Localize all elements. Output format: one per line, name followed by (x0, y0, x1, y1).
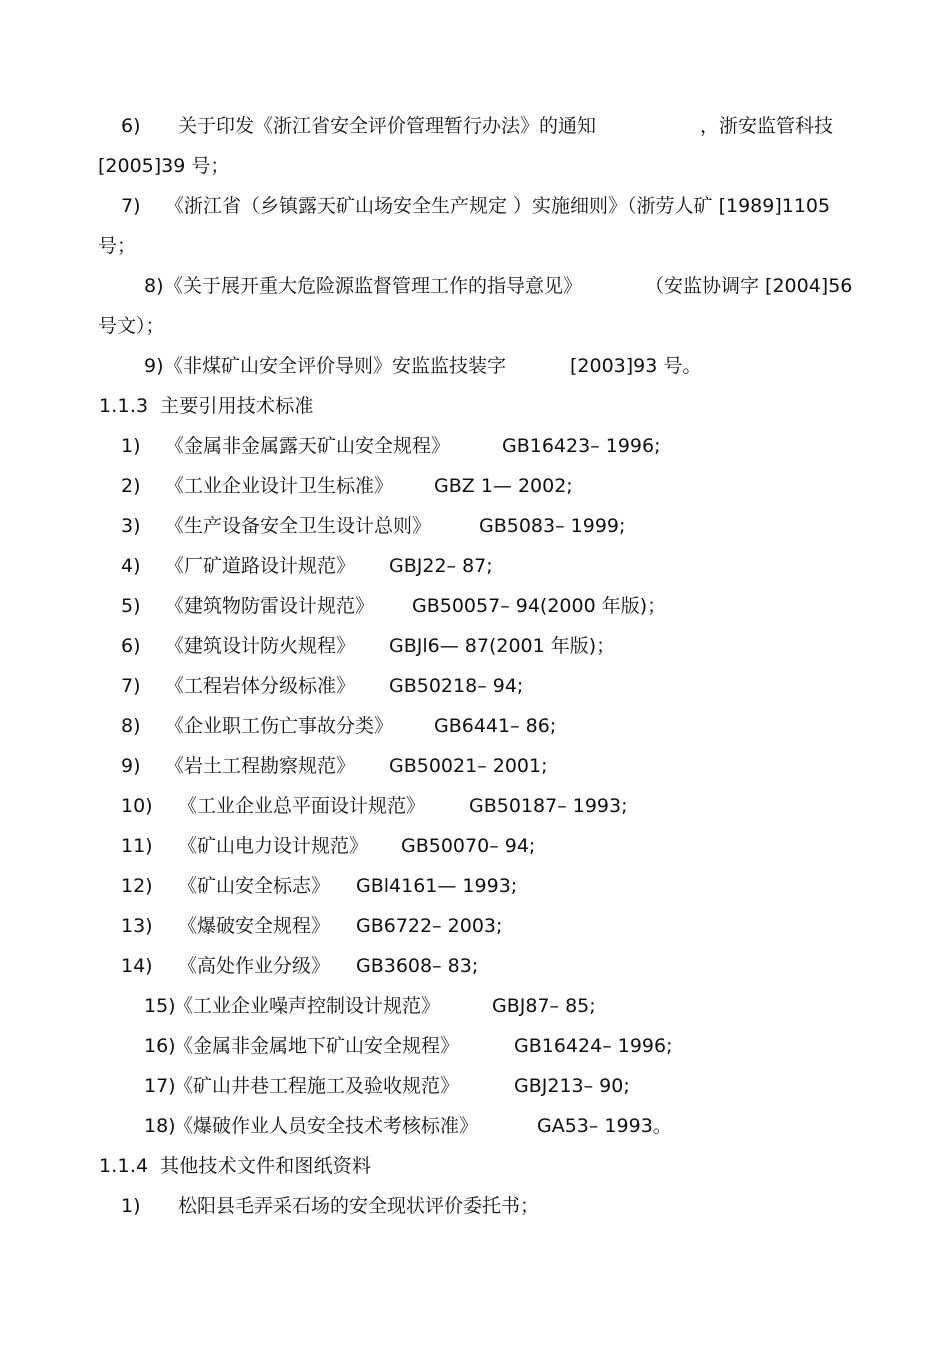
standard-number: 4) (121, 555, 141, 577)
law-item-6 (0, 114, 950, 140)
standard-item (0, 474, 950, 500)
standard-number: 15) (144, 995, 176, 1017)
standard-name: 《建筑物防雷设计规范》 (165, 595, 375, 617)
standard-item (0, 914, 950, 940)
law-item-number: 7) (121, 195, 141, 217)
standard-code: GB5083– 1999; (479, 515, 626, 537)
standard-item (0, 954, 950, 980)
standard-code: GBJ213– 90; (514, 1075, 630, 1097)
standard-name: 《厂矿道路设计规范》 (165, 555, 356, 577)
standard-item (0, 794, 950, 820)
section-title: 其他技术文件和图纸资料 (160, 1155, 372, 1177)
standard-code: GB50057– 94(2000 年版)； (412, 595, 667, 617)
law-item-number: 6) (121, 115, 141, 137)
standard-number: 12) (121, 875, 153, 897)
standard-number: 6) (121, 635, 141, 657)
standard-item (0, 554, 950, 580)
standard-number: 2) (121, 475, 141, 497)
standard-name: 《生产设备安全卫生设计总则》 (165, 515, 432, 537)
standard-code: GB6441– 86; (434, 715, 557, 737)
standard-name: 《金属非金属地下矿山安全规程》 (174, 1035, 460, 1057)
law-item-title: 《浙江省（乡镇露天矿山场安全生产规定 ）实施细则》（浙劳人矿 [1989]1105 (165, 195, 831, 217)
law-item-title: 《非煤矿山安全评价导则》安监监技装字 (164, 355, 507, 377)
standard-name: 《矿山井巷工程施工及验收规范》 (174, 1075, 460, 1097)
section-heading-1-1-3 (0, 394, 950, 420)
law-item-number: 8) (144, 275, 164, 297)
standard-item (0, 1034, 950, 1060)
standard-code: GB50218– 94; (389, 675, 524, 697)
section-number: 1.1.3 (99, 395, 149, 417)
standard-item (0, 634, 950, 660)
standard-number: 9) (121, 755, 141, 777)
standard-item (0, 834, 950, 860)
standard-number: 5) (121, 595, 141, 617)
standard-name: 《爆破作业人员安全技术考核标准》 (174, 1115, 479, 1137)
standard-item (0, 994, 950, 1020)
standard-name: 《建筑设计防火规程》 (165, 635, 356, 657)
standard-name: 《工业企业设计卫生标准》 (165, 475, 394, 497)
section-heading-1-1-4 (0, 1154, 950, 1180)
standard-name: 《工业企业总平面设计规范》 (178, 795, 426, 817)
standard-item (0, 874, 950, 900)
standard-number: 14) (121, 955, 153, 977)
standard-item (0, 594, 950, 620)
law-item-7 (0, 194, 950, 220)
law-item-6-continuation: [2005]39 号； (98, 155, 230, 177)
standard-number: 11) (121, 835, 153, 857)
standard-name: 《岩土工程勘察规范》 (165, 755, 356, 777)
standard-name: 《金属非金属露天矿山安全规程》 (165, 435, 451, 457)
standard-number: 17) (144, 1075, 176, 1097)
standard-code: GB16423– 1996; (502, 435, 661, 457)
standard-name: 《爆破安全规程》 (178, 915, 331, 937)
standard-code: GB6722– 2003; (356, 915, 503, 937)
law-item-title: 《关于展开重大危险源监督管理工作的指导意见》 (164, 275, 583, 297)
standard-code: GBl4161— 1993; (356, 875, 518, 897)
standard-number: 18) (144, 1115, 176, 1137)
standard-item (0, 674, 950, 700)
law-item-title: 关于印发《浙江省安全评价管理暂行办法》的通知 (178, 115, 597, 137)
standard-code: GA53– 1993。 (537, 1115, 672, 1137)
section-number: 1.1.4 (99, 1155, 149, 1177)
standard-item (0, 714, 950, 740)
standard-number: 13) (121, 915, 153, 937)
standard-name: 《矿山电力设计规范》 (178, 835, 369, 857)
standard-code: GBJ22– 87; (389, 555, 493, 577)
standard-number: 10) (121, 795, 153, 817)
law-item-8-continuation: 号文）； (98, 315, 165, 337)
standard-number: 8) (121, 715, 141, 737)
law-item-issuer: （安监协调字 [2004]56 (645, 275, 853, 297)
law-item-8 (0, 274, 950, 300)
standard-number: 7) (121, 675, 141, 697)
law-item-issuer: ，浙安监管科技 (700, 115, 834, 137)
standard-item (0, 514, 950, 540)
standard-name: 《矿山安全标志》 (178, 875, 331, 897)
law-item-issuer: [2003]93 号。 (570, 355, 702, 377)
standard-code: GB50187– 1993; (469, 795, 628, 817)
other-doc-text: 松阳县毛弄采石场的安全现状评价委托书； (178, 1195, 540, 1217)
standard-name: 《高处作业分级》 (178, 955, 331, 977)
standard-code: GB50070– 94; (401, 835, 536, 857)
standard-item (0, 754, 950, 780)
standard-number: 1) (121, 435, 141, 457)
standard-name: 《工程岩体分级标准》 (165, 675, 356, 697)
standard-code: GBZ 1— 2002; (434, 475, 573, 497)
standard-code: GBJl6— 87(2001 年版)； (389, 635, 616, 657)
standard-name: 《工业企业噪声控制设计规范》 (174, 995, 441, 1017)
standard-item (0, 434, 950, 460)
standard-code: GB50021– 2001; (389, 755, 548, 777)
standard-item (0, 1074, 950, 1100)
law-item-9 (0, 354, 950, 380)
section-title: 主要引用技术标准 (160, 395, 314, 417)
standard-item (0, 1114, 950, 1140)
law-item-number: 9) (144, 355, 164, 377)
standard-code: GB16424– 1996; (514, 1035, 673, 1057)
law-item-7-continuation: 号； (98, 235, 137, 257)
standard-code: GB3608– 83; (356, 955, 479, 977)
standard-code: GBJ87– 85; (492, 995, 596, 1017)
standard-number: 16) (144, 1035, 176, 1057)
standard-name: 《企业职工伤亡事故分类》 (165, 715, 394, 737)
other-doc-item (0, 1194, 950, 1220)
standard-number: 3) (121, 515, 141, 537)
other-doc-number: 1) (121, 1195, 141, 1217)
